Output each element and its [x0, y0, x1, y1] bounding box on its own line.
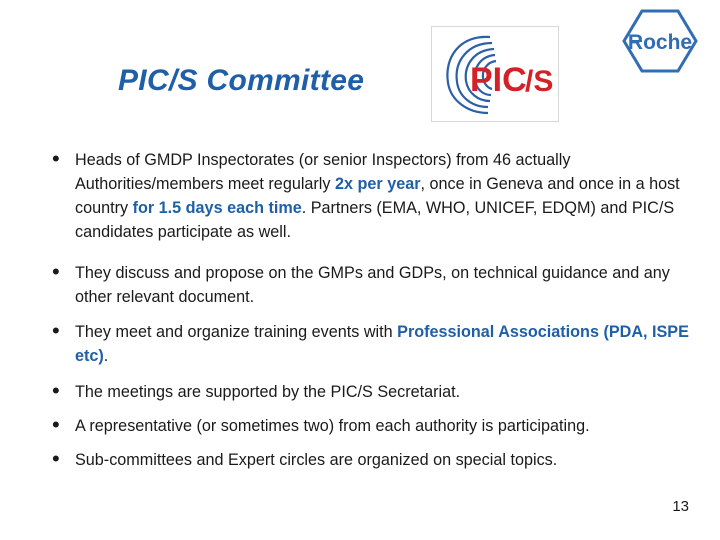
roche-logo-text: Roche: [627, 31, 693, 54]
bullet-text-part: Heads of GMDP Inspectorates (or senior Inspectors) from 46 actually Authorities/members meet regularly: [75, 151, 571, 193]
pics-logo-text-s: /S: [525, 65, 554, 98]
bullet-text: [52, 148, 692, 244]
bullet-text-part: . Partners (EMA, WHO, UNICEF, EDQM) and PIC/S candidates participate as well.: [75, 199, 675, 241]
highlight-associations: Professional Associations (PDA, ISPE etc): [75, 323, 689, 365]
bullet-dot: •: [52, 259, 60, 284]
bullet-dot: •: [52, 446, 60, 471]
bullet-text: A representative (or sometimes two) from each authority is participating.: [75, 417, 590, 435]
bullet-dot: •: [52, 412, 60, 437]
bullet-text: They discuss and propose on the GMPs and GDPs, on technical guidance and any other relevant document.: [75, 264, 670, 306]
pics-logo-text-pic: PIC: [470, 61, 527, 99]
bullet-item-4: [52, 380, 692, 404]
bullet-text-part: .: [103, 347, 109, 365]
highlight-duration: for 1.5 days each time: [132, 199, 302, 217]
bullet-item-3: [52, 320, 692, 368]
bullet-item-2: [52, 261, 692, 309]
bullet-item-5: [52, 414, 692, 438]
bullet-text: The meetings are supported by the PIC/S Secretariat.: [75, 383, 461, 401]
bullet-dot: •: [52, 318, 60, 343]
bullet-text-part: They meet and organize training events with: [75, 323, 398, 341]
page-number: 13: [672, 498, 689, 515]
bullet-dot: •: [52, 146, 60, 171]
bullet-dot: •: [52, 378, 60, 403]
bullet-text: [52, 320, 692, 368]
bullet-item-6: [52, 448, 692, 472]
bullet-text-part: , once in Geneva and once in a host country: [75, 175, 680, 217]
highlight-frequency: 2x per year: [335, 175, 421, 193]
slide-title: PIC/S Committee: [118, 64, 365, 97]
bullet-item-1: [52, 148, 692, 244]
bullet-text: Sub-committees and Expert circles are organized on special topics.: [75, 451, 558, 469]
